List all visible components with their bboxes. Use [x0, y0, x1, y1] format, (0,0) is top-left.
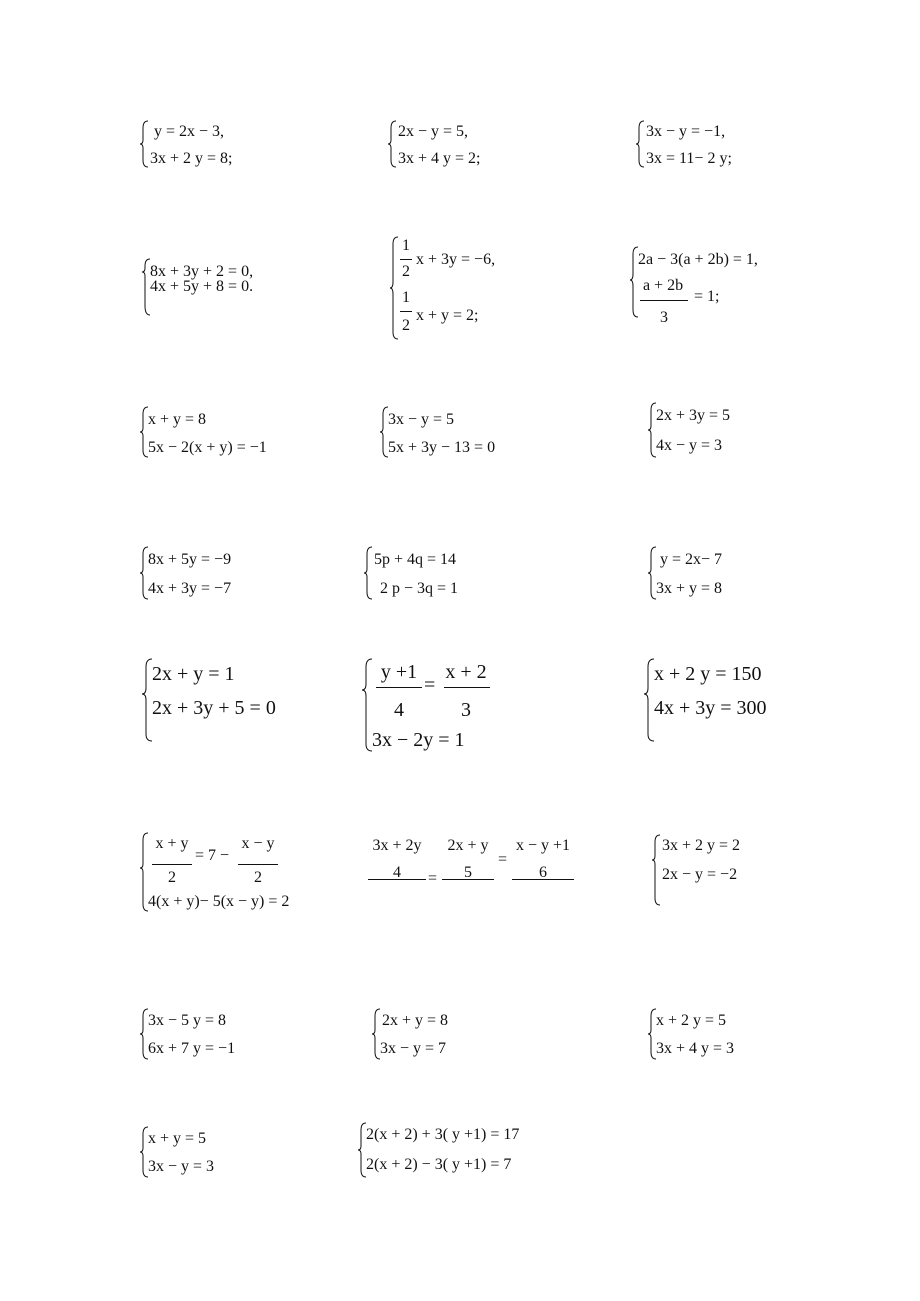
right-numerator: x + 2: [445, 661, 487, 683]
fraction-bar: [376, 687, 422, 688]
equation-1: y = 2x− 7: [660, 551, 723, 568]
fraction-bar: [238, 864, 278, 865]
left-denominator: 4: [394, 699, 404, 721]
equation-1-rest: x + 3y = −6,: [416, 251, 496, 268]
fraction-numerator: 1: [402, 237, 410, 254]
equation-2: 2x + 3y + 5 = 0: [152, 697, 276, 719]
fraction-denominator: 2: [402, 263, 410, 280]
right-denominator: 2: [254, 869, 262, 886]
equals-sign: =: [424, 674, 436, 696]
left-brace-icon: [390, 236, 400, 340]
equation-1: 3x − 5 y = 8: [148, 1012, 227, 1029]
fraction-1-denominator: 4: [393, 864, 401, 881]
fraction-denominator: 3: [660, 309, 668, 326]
equals-sign: =: [428, 870, 438, 887]
equation-2: 5x − 2(x + y) = −1: [148, 439, 267, 456]
equation-2: 3x = 11− 2 y;: [646, 150, 732, 167]
fraction-2-numerator: 2x + y: [447, 837, 489, 854]
left-brace-icon: [362, 658, 372, 752]
equation-2: 2x − y = −2: [662, 866, 738, 883]
right-numerator: x − y: [241, 835, 275, 852]
fraction-denominator: 2: [402, 317, 410, 334]
equation-1: 2a − 3(a + 2b) = 1,: [638, 251, 758, 268]
fraction-3-numerator: x − y +1: [515, 837, 571, 854]
fraction-bar: [152, 864, 192, 865]
fraction-numerator: 1: [402, 289, 410, 306]
equation-2: 2(x + 2) − 3( y +1) = 7: [366, 1156, 512, 1173]
equation-1: 3x − y = −1,: [646, 123, 726, 140]
equation-2: 4(x + y)− 5(x − y) = 2: [148, 893, 290, 910]
fraction-bar: [444, 687, 490, 688]
equals-sign: =: [498, 851, 508, 868]
equation-2: 3x + 4 y = 3: [656, 1040, 735, 1057]
equation-1: 2x + y = 8: [382, 1012, 449, 1029]
equation-2: 3x − y = 7: [380, 1040, 447, 1057]
left-denominator: 2: [168, 869, 176, 886]
fraction-bar: [640, 300, 688, 301]
left-brace-icon: [140, 120, 150, 168]
equation-1: x + y = 5: [148, 1130, 207, 1147]
left-brace-icon: [644, 658, 654, 742]
fraction-bar: [400, 311, 412, 312]
left-brace-icon: [636, 120, 646, 168]
equation-1: 2x − y = 5,: [398, 123, 469, 140]
left-brace-icon: [364, 546, 374, 600]
equation-2: 4x + 3y = −7: [148, 580, 232, 597]
equation-1: x + 2 y = 150: [654, 663, 762, 685]
fraction-numerator: a + 2b: [642, 277, 684, 294]
equation-2: 3x − y = 3: [148, 1158, 215, 1175]
equation-1: 3x + 2 y = 2: [662, 837, 741, 854]
left-numerator: y +1: [380, 661, 418, 683]
fraction-1-numerator: 3x + 2y: [372, 837, 422, 854]
left-numerator: x + y: [155, 835, 189, 852]
equation-1: x + 2 y = 5: [656, 1012, 727, 1029]
equation-1: 2x + y = 1: [152, 663, 235, 685]
middle-operator: = 7 −: [195, 847, 230, 864]
equation-2: 4x − y = 3: [656, 437, 723, 454]
fraction-3-denominator: 6: [539, 864, 547, 881]
equation-2: 3x + 2 y = 8;: [150, 150, 233, 167]
fraction-bar: [400, 259, 412, 260]
equation-1: y = 2x − 3,: [154, 123, 225, 140]
fraction-2-denominator: 5: [464, 864, 472, 881]
equation-1: 5p + 4q = 14: [374, 551, 457, 568]
equation-1: 3x − y = 5: [388, 411, 455, 428]
right-denominator: 3: [461, 699, 471, 721]
left-brace-icon: [142, 658, 152, 742]
left-brace-icon: [388, 120, 398, 168]
equation-2: 5x + 3y − 13 = 0: [388, 439, 496, 456]
equation-2-rest: = 1;: [694, 288, 720, 305]
equation-1: 8x + 3y + 2 = 0,: [150, 263, 254, 280]
equation-2: 4x + 3y = 300: [654, 697, 767, 719]
equation-1: 2(x + 2) + 3( y +1) = 17: [366, 1126, 520, 1143]
equation-2: 3x + 4 y = 2;: [398, 150, 481, 167]
equation-2: 6x + 7 y = −1: [148, 1040, 236, 1057]
equation-2: 2 p − 3q = 1: [380, 580, 459, 597]
equation-1: 2x + 3y = 5: [656, 407, 731, 424]
equation-2: 3x + y = 8: [656, 580, 723, 597]
equation-1: x + y = 8: [148, 411, 207, 428]
left-brace-icon: [652, 834, 662, 906]
equation-2-rest: x + y = 2;: [416, 307, 479, 324]
equation-1: 8x + 5y = −9: [148, 551, 232, 568]
equation-2: 4x + 5y + 8 = 0.: [150, 278, 254, 295]
equation-2: 3x − 2y = 1: [372, 729, 465, 751]
